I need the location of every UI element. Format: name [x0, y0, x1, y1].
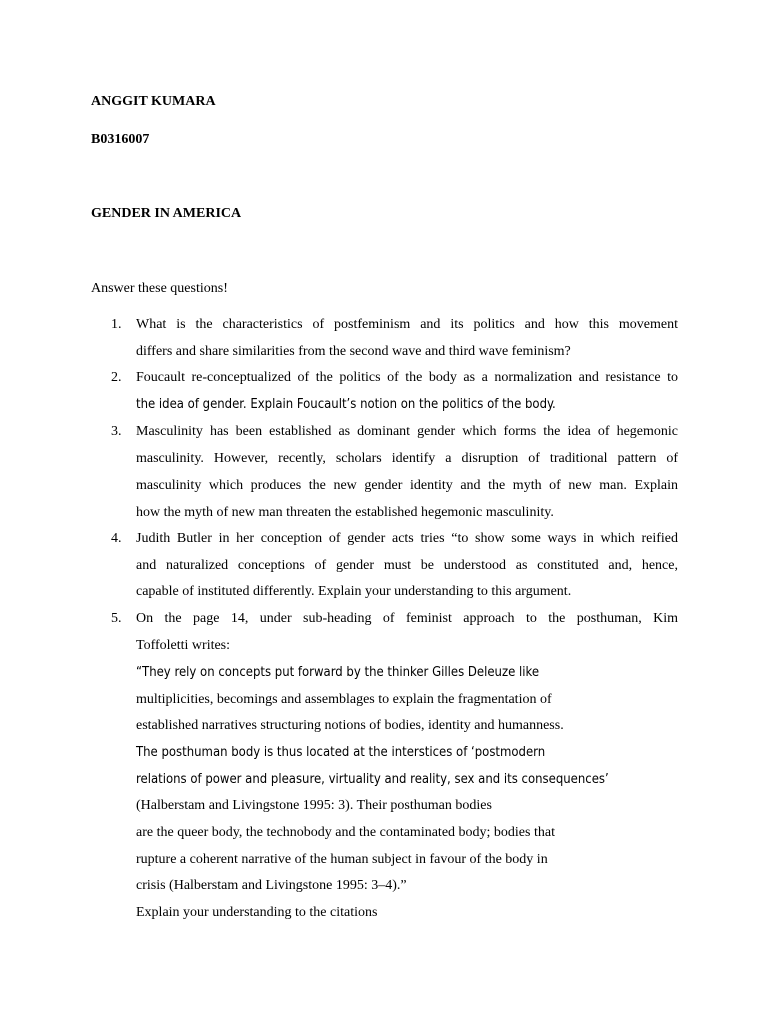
question-number: 3.: [111, 424, 122, 439]
quote-line: are the queer body, the technobody and the contaminated body; bodies that: [136, 825, 555, 840]
question-line: differs and share similarities from the second wave and third wave feminism?: [136, 344, 571, 359]
quote-line: The posthuman body is thus located at the interstices of ‘postmodern: [136, 745, 546, 760]
instruction-text: Answer these questions!: [91, 281, 228, 296]
question-number: 5.: [111, 611, 122, 626]
quote-line: rupture a coherent narrative of the human subject in favour of the body in: [136, 852, 548, 867]
question-number: 2.: [111, 370, 122, 385]
question-line: Masculinity has been established as dominant gender which forms the idea of hegemonic: [136, 424, 678, 439]
question-line: Explain your understanding to the citations: [136, 905, 378, 920]
question-line: how the myth of new man threaten the established hegemonic masculinity.: [136, 505, 554, 520]
quote-line: (Halberstam and Livingstone 1995: 3). Their posthuman bodies: [136, 798, 492, 813]
question-line: What is the characteristics of postfeminism and its politics and how this movement: [136, 317, 678, 332]
quote-line: multiplicities, becomings and assemblages to explain the fragmentation of: [136, 692, 552, 707]
question-line: the idea of gender. Explain Foucault’s notion on the politics of the body.: [136, 397, 556, 412]
question-line: On the page 14, under sub-heading of feminist approach to the posthuman, Kim: [136, 611, 678, 626]
quote-line: relations of power and pleasure, virtuality and reality, sex and its consequences’: [136, 772, 609, 787]
question-line: masculinity. However, recently, scholars identify a disruption of traditional pattern of: [136, 451, 678, 466]
quote-line: established narratives structuring notions of bodies, identity and humanness.: [136, 718, 564, 733]
quote-line: crisis (Halberstam and Livingstone 1995: 3–4).”: [136, 878, 407, 893]
student-id: B0316007: [91, 132, 150, 147]
question-line: Foucault re-conceptualized of the politics of the body as a normalization and resistance to: [136, 370, 678, 385]
question-line: capable of instituted differently. Explain your understanding to this argument.: [136, 584, 572, 599]
question-line: masculinity which produces the new gender identity and the myth of new man. Explain: [136, 478, 678, 493]
question-line: Judith Butler in her conception of gender acts tries “to show some ways in which reified: [136, 531, 678, 546]
question-number: 1.: [111, 317, 122, 332]
author-name: ANGGIT KUMARA: [91, 94, 216, 109]
course-title: GENDER IN AMERICA: [91, 206, 242, 221]
question-line: and naturalized conceptions of gender must be understood as constituted and, hence,: [136, 558, 678, 573]
question-line: Toffoletti writes:: [136, 638, 231, 653]
question-number: 4.: [111, 531, 122, 546]
quote-line: “They rely on concepts put forward by the thinker Gilles Deleuze like: [136, 665, 540, 680]
